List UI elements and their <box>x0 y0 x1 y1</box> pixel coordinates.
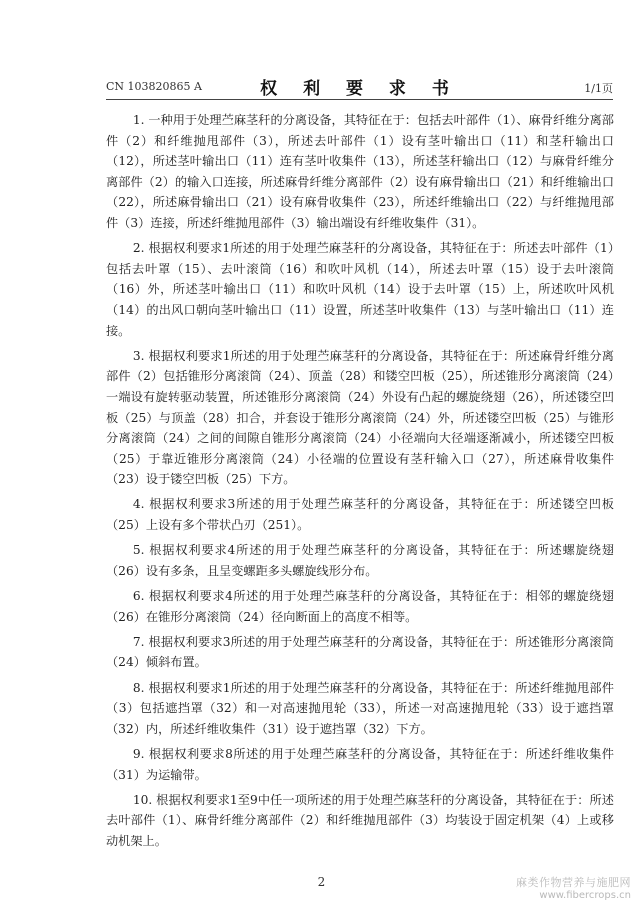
claim-8: 8. 根据权利要求1所述的用于处理苎麻茎秆的分离设备，其特征在于：所述纤维抛甩部件（3）包括遮挡罩（32）和一对高速抛甩轮（33），所述一对高速抛甩轮（33）设于遮挡罩（32）内，所述纤维收集件（31）设于遮挡罩（32）下方。 <box>106 680 614 736</box>
claim-4: 4. 根据权利要求3所述的用于处理苎麻茎秆的分离设备，其特征在于：所述镂空凹板（25）上设有多个带状凸刃（251）。 <box>106 497 614 533</box>
watermark-site-name: 麻类作物营养与施肥网 <box>516 876 631 889</box>
publication-number: CN 103820865 A <box>106 80 202 93</box>
watermark-url: www.fibercrops.cn <box>539 890 631 901</box>
claims-list <box>106 110 614 856</box>
claim-10: 10. 根据权利要求1至9中任一项所述的用于处理苎麻茎秆的分离设备，其特征在于：所述去叶部件（1）、麻骨纤维分离部件（2）和纤维抛甩部件（3）均装设于固定机架（4）上或移动机架上。 <box>106 792 614 848</box>
document-header <box>106 74 613 99</box>
claim-1: 1. 一种用于处理苎麻茎秆的分离设备，其特征在于：包括去叶部件（1）、麻骨纤维分离部件（2）和纤维抛甩部件（3），所述去叶部件（1）设有茎叶输出口（11）和茎秆输出口（12），所述茎叶输出口（11）连有茎叶收集件（13），所述茎秆输出口（12）与麻骨纤维分离部件（2）的输入口连接，所述麻骨纤维分离部件（2）设有麻骨输出口（21）和纤维输出口（22），所述麻骨输出口（21）设有麻骨收集件（23），所述纤维输出口（22）与纤维抛甩部件（3）连接，所述纤维抛甩部件（3）输出端设有纤维收集件（31）。 <box>106 113 614 230</box>
claim-2: 2. 根据权利要求1所述的用于处理苎麻茎秆的分离设备，其特征在于：所述去叶部件（1）包括去叶罩（15）、去叶滚筒（16）和吹叶风机（14），所述去叶罩（15）设于去叶滚筒（16）外，所述茎叶输出口（11）和吹叶风机（14）设于去叶罩（15）上，所述吹叶风机（14）的出风口朝向茎叶输出口（11）设置，所述茎叶收集件（13）与茎叶输出口（11）连接。 <box>106 241 614 338</box>
page-number: 2 <box>317 875 326 889</box>
document-title: 权 利 要 求 书 <box>260 79 459 99</box>
watermark <box>516 876 631 902</box>
claim-9: 9. 根据权利要求8所述的用于处理苎麻茎秆的分离设备，其特征在于：所述纤维收集件（31）为运输带。 <box>106 746 614 782</box>
header-divider <box>106 99 613 100</box>
claim-5: 5. 根据权利要求4所述的用于处理苎麻茎秆的分离设备，其特征在于：所述螺旋绕翅（26）设有多条，且呈变螺距多头螺旋线形分布。 <box>106 543 614 578</box>
page-count: 1/1页 <box>584 82 613 95</box>
claim-7: 7. 根据权利要求3所述的用于处理苎麻茎秆的分离设备，其特征在于：所述锥形分离滚筒（24）倾斜布置。 <box>106 634 614 670</box>
claim-3: 3. 根据权利要求1所述的用于处理苎麻茎秆的分离设备，其特征在于：所述麻骨纤维分离部件（2）包括锥形分离滚筒（24）、顶盖（28）和镂空凹板（25），所述锥形分离滚筒（24）一端设有旋转驱动装置，所述锥形分离滚筒（24）外设有凸起的螺旋绕翅（26），所述镂空凹板（25）与顶盖（28）扣合，并套设于锥形分离滚筒（24）外，所述镂空凹板（25）与锥形分离滚筒（24）之间的间隙自锥形分离滚筒（24）小径端向大径端逐渐减小，所述镂空凹板（25）于靠近锥形分离滚筒（24）小径端的位置设有茎秆输入口（27），所述麻骨收集件（23）设于镂空凹板（25）下方。 <box>106 348 614 487</box>
claim-6: 6. 根据权利要求4所述的用于处理苎麻茎秆的分离设备，其特征在于：相邻的螺旋绕翅（26）在锥形分离滚筒（24）径向断面上的高度不相等。 <box>106 589 614 624</box>
